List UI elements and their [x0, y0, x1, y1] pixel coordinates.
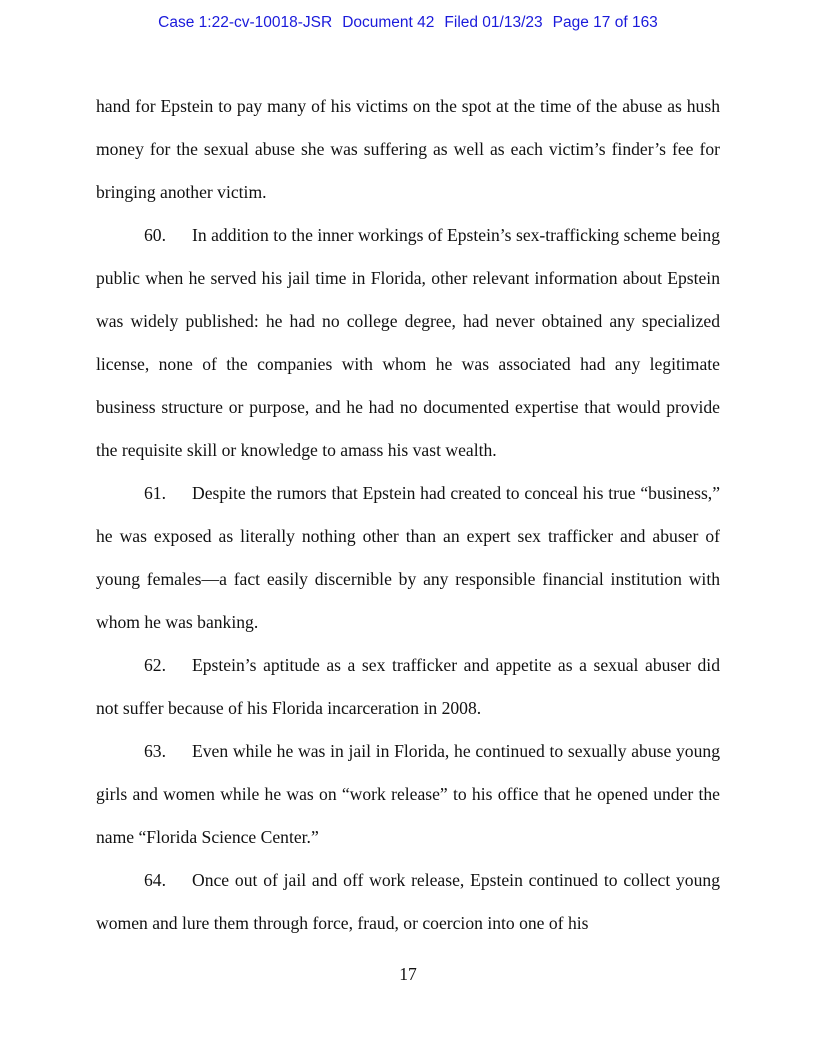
- paragraph-text: In addition to the inner workings of Epstein’s sex-trafficking scheme being public when he served his jail time in Florida, other relevant information about Epstein was widely published: he had no college degree, had never obtained any specialized license, none of the companies with whom he was associated had any legitimate business structure or purpose, and he had no documented expertise that would provide the requisite skill or knowledge to amass his vast wealth.: [96, 225, 720, 460]
- paragraph-number: 61.: [144, 483, 166, 503]
- case-number: Case 1:22-cv-10018-JSR: [158, 14, 333, 31]
- page-count: Page 17 of 163: [552, 14, 658, 31]
- document-number: Document 42: [342, 14, 435, 31]
- case-header: [0, 14, 816, 32]
- paragraph-text: Despite the rumors that Epstein had created to conceal his true “business,” he was exposed as literally nothing other than an expert sex trafficker and abuser of young females—a fact easily discernible by any responsible financial institution with whom he was banking.: [96, 483, 720, 632]
- paragraph-number: 64.: [144, 870, 166, 890]
- page-number: 17: [399, 964, 417, 984]
- paragraph-60: [96, 214, 720, 472]
- paragraph-64: [96, 859, 720, 945]
- paragraph-text: Epstein’s aptitude as a sex trafficker and appetite as a sexual abuser did not suffer because of his Florida incarceration in 2008.: [96, 655, 720, 718]
- filed-date: Filed 01/13/23: [444, 14, 543, 31]
- paragraph-number: 63.: [144, 741, 166, 761]
- paragraph-61: [96, 472, 720, 644]
- paragraph-62: [96, 644, 720, 730]
- continuation-paragraph: hand for Epstein to pay many of his victims on the spot at the time of the abuse as hush money for the sexual abuse she was suffering as well as each victim’s finder’s fee for bringing another victim.: [96, 96, 720, 202]
- paragraph-number: 62.: [144, 655, 166, 675]
- paragraph-text: Once out of jail and off work release, Epstein continued to collect young women and lure them through force, fraud, or coercion into one of his: [96, 870, 720, 933]
- paragraph-number: 60.: [144, 225, 166, 245]
- paragraph-63: [96, 730, 720, 859]
- document-body: [96, 85, 720, 945]
- paragraph-text: Even while he was in jail in Florida, he continued to sexually abuse young girls and women while he was on “work release” to his office that he opened under the name “Florida Science Center.”: [96, 741, 720, 847]
